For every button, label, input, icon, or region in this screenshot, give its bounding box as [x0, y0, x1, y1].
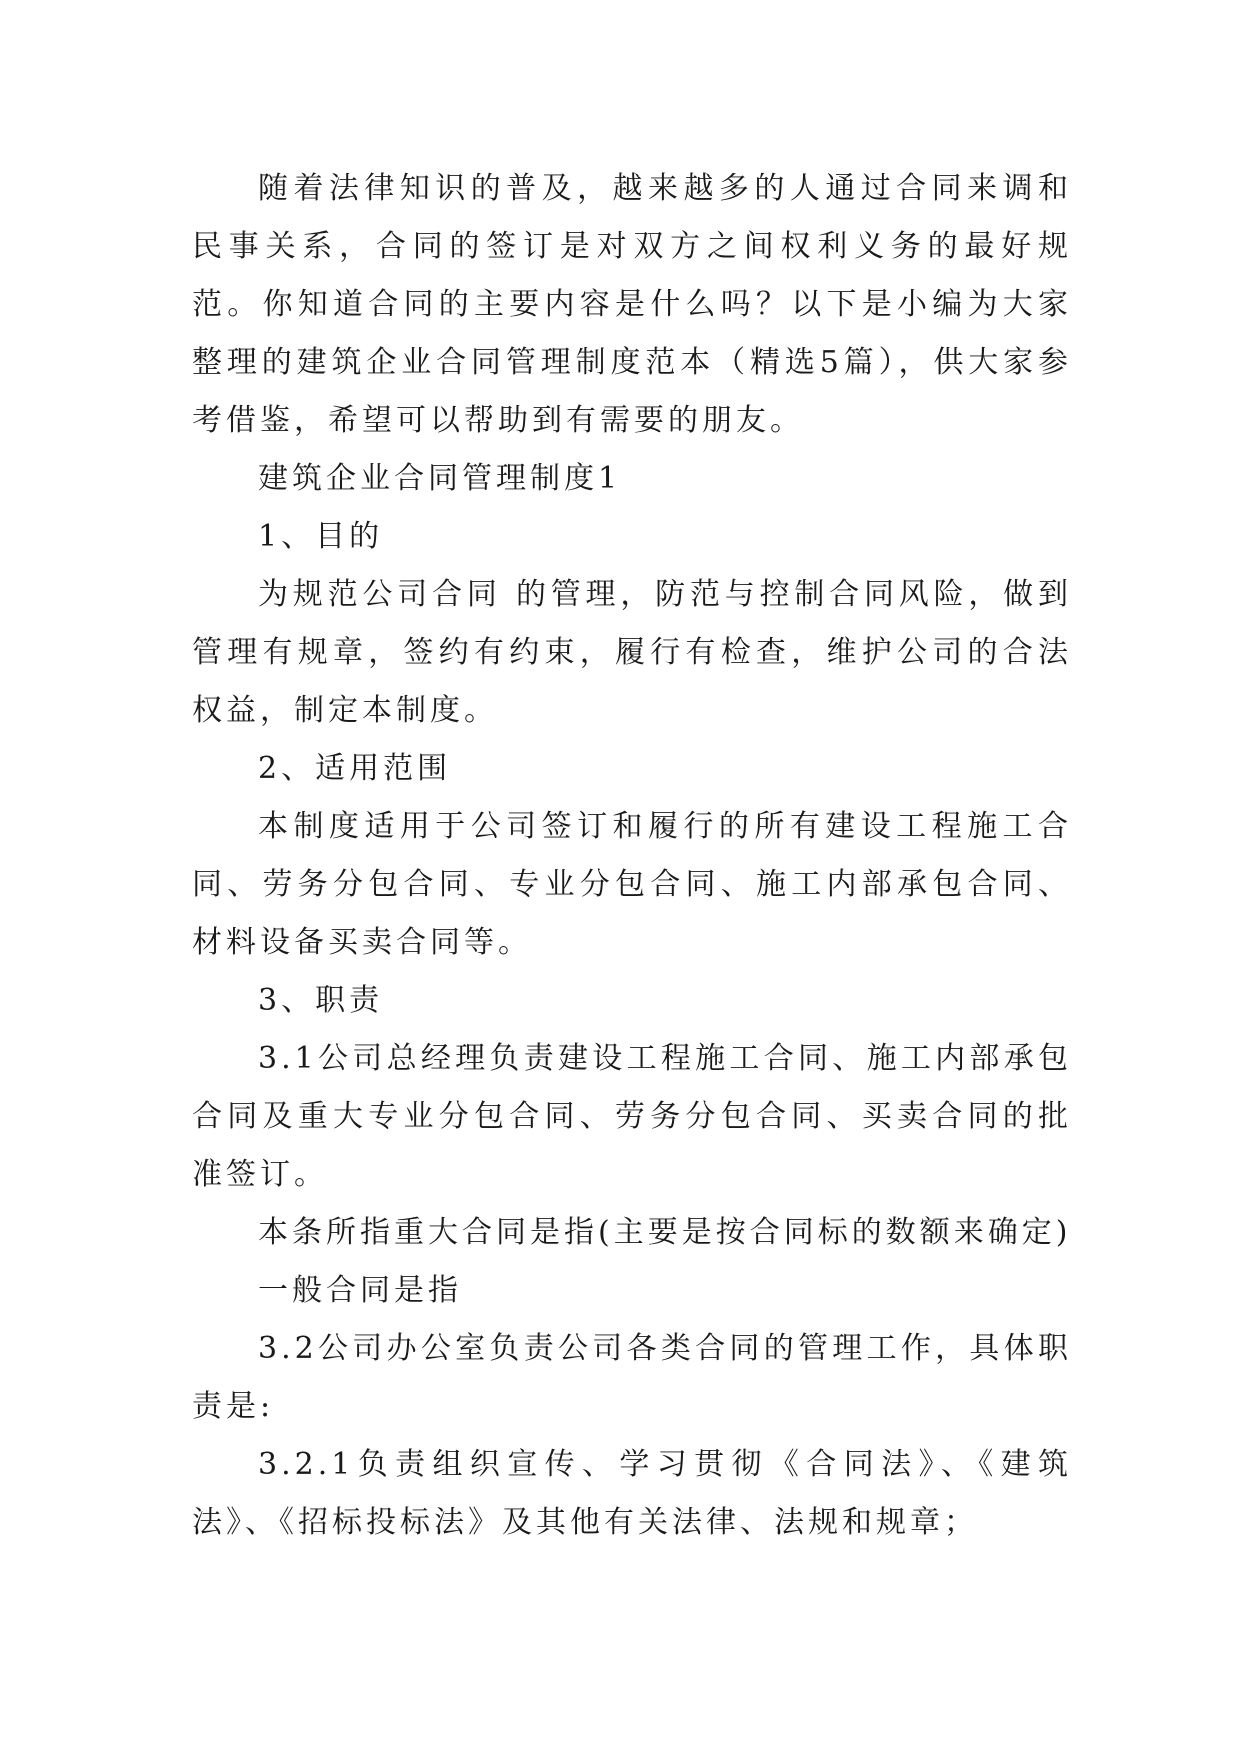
paragraph-purpose: 为规范公司合同 的管理，防范与控制合同风险，做到管理有规章，签约有约束，履行有检查，维护公司的合法权益，制定本制度。: [192, 577, 1072, 728]
heading-duties: 3、职责: [258, 983, 384, 1018]
document-body: [192, 160, 1072, 1552]
paragraph-duty-3-1: 3.1公司总经理负责建设工程施工合同、施工内部承包合同及重大专业分包合同、劳务分包合同、买卖合同的批准签订。: [192, 1041, 1072, 1192]
paragraph-duty-3-2-1: 3.2.1负责组织宣传、学习贯彻《合同法》、《建筑法》、《招标投标法》及其他有关法律、法规和规章；: [192, 1447, 1072, 1540]
intro-paragraph: 随着法律知识的普及，越来越多的人通过合同来调和民事关系，合同的签订是对双方之间权利义务的最好规范。你知道合同的主要内容是什么吗？以下是小编为大家整理的建筑企业合同管理制度范本（精选5篇），供大家参考借鉴，希望可以帮助到有需要的朋友。: [192, 171, 1072, 438]
section-title: 建筑企业合同管理制度1: [258, 461, 622, 496]
paragraph-general-contract: 一般合同是指: [258, 1273, 462, 1308]
heading-purpose: 1、目的: [258, 519, 384, 554]
paragraph-scope: 本制度适用于公司签订和履行的所有建设工程施工合同、劳务分包合同、专业分包合同、施工内部承包合同、材料设备买卖合同等。: [192, 809, 1072, 960]
paragraph-major-contract: 本条所指重大合同是指(主要是按合同标的数额来确定): [258, 1215, 1072, 1250]
heading-scope: 2、适用范围: [258, 751, 452, 786]
paragraph-duty-3-2: 3.2公司办公室负责公司各类合同的管理工作，具体职责是:: [192, 1331, 1072, 1424]
